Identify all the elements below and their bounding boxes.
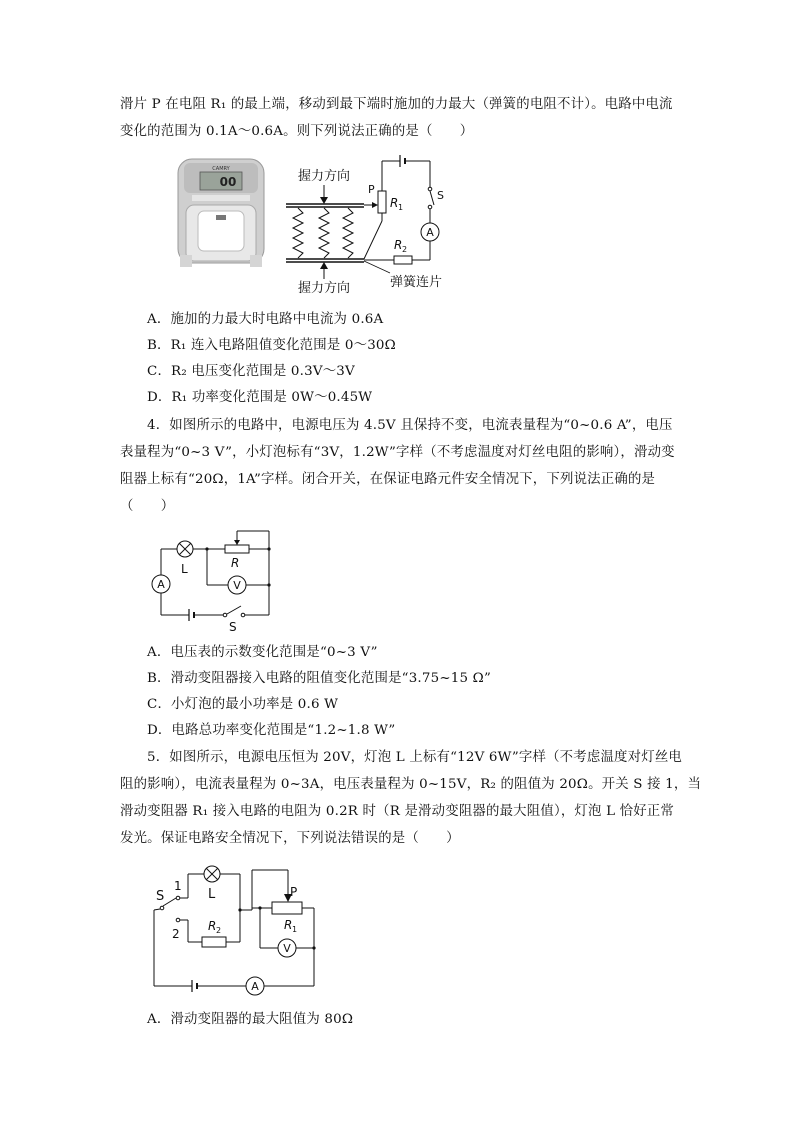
ammeter-label-q4: A <box>157 578 165 591</box>
r2-label-q5: R <box>208 919 217 933</box>
q4-text-line-4: （ ） <box>120 499 175 514</box>
q4-circuit-svg <box>145 525 280 635</box>
spring-connector-label: 弹簧连片 <box>390 275 443 290</box>
q3-figure <box>176 155 476 295</box>
q3-text-line-1: 滑片 P 在电阻 R₁ 的最上端，移动到最下端时施加的力最大（弹簧的电阻不计）。电路中电流 <box>120 97 673 112</box>
q3-option-d: D．R₁ 功率变化范围是 0W～0.45W <box>147 390 373 405</box>
switch-s-label-q5: S <box>156 889 165 904</box>
device-brand: CAMRY <box>212 166 230 172</box>
q5-option-a: A．滑动变阻器的最大阻值为 80Ω <box>147 1012 354 1027</box>
q5-text-line-3: 滑动变阻器 R₁ 接入电路的电阻为 0.2R 时（R 是滑动变阻器的最大阻值），灯泡 L 恰好正常 <box>120 804 674 819</box>
r1-label: R <box>390 196 399 210</box>
q4-option-d: D．电路总功率变化范围是“1.2~1.8 W” <box>147 723 396 738</box>
r2-label: R <box>394 238 403 252</box>
device-display: 00 <box>219 175 237 189</box>
q5-text-line-2: 阻的影响），电流表量程为 0~3A，电压表量程为 0~15V，R₂ 的阻值为 20Ω。开关 S 接 1，当 <box>120 777 702 792</box>
q3-option-c: C．R₂ 电压变化范围是 0.3V～3V <box>147 364 355 379</box>
r1-subscript-q5: 1 <box>292 925 298 934</box>
voltmeter-label: V <box>233 579 241 592</box>
q4-option-b: B．滑动变阻器接入电路的阻值变化范围是“3.75~15 Ω” <box>147 671 491 686</box>
slider-p-label: P <box>368 183 375 196</box>
ammeter-label: A <box>426 226 434 239</box>
ammeter-label-q5: A <box>251 980 259 993</box>
r2-subscript-q5: 2 <box>216 926 222 935</box>
switch-s-label: S <box>437 189 444 202</box>
r2-subscript: 2 <box>402 245 408 254</box>
contact-2-label: 2 <box>172 927 180 941</box>
force-direction-top-label: 握力方向 <box>297 169 351 184</box>
grip-dynamometer-image <box>178 159 264 267</box>
lamp-l-label-q5: L <box>208 887 216 902</box>
lamp-l-label: L <box>181 562 188 576</box>
slider-p-label-q5: P <box>290 885 298 899</box>
q3-text-line-2: 变化的范围为 0.1A～0.6A。则下列说法正确的是（ ） <box>120 124 474 139</box>
rheostat-r-label: R <box>231 556 240 570</box>
q4-option-c: C．小灯泡的最小功率是 0.6 W <box>147 697 339 712</box>
contact-1-label: 1 <box>174 879 182 893</box>
r1-label-q5: R <box>284 918 293 932</box>
q4-text-line-3: 阻器上标有“20Ω，1A”字样。闭合开关，在保证电路元件安全情况下，下列说法正确的是 <box>120 472 656 487</box>
q4-option-a: A．电压表的示数变化范围是“0~3 V” <box>147 645 378 660</box>
q5-text-line-4: 发光。保证电路安全情况下，下列说法错误的是（ ） <box>120 831 460 846</box>
q5-circuit-svg <box>148 858 328 1000</box>
q5-text-line-1: 5．如图所示，电源电压恒为 20V，灯泡 L 上标有“12V 6W”字样（不考虑温度对灯丝电 <box>147 750 682 765</box>
q3-option-a: A．施加的力最大时电路中电流为 0.6A <box>147 312 384 327</box>
r1-subscript: 1 <box>398 203 404 212</box>
q4-text-line-2: 表量程为“0~3 V”，小灯泡标有“3V，1.2W”字样（不考虑温度对灯丝电阻的影响），滑动变 <box>120 445 675 460</box>
switch-s-label-q4: S <box>229 620 237 634</box>
q4-text-line-1: 4．如图所示的电路中，电源电压为 4.5V 且保持不变，电流表量程为“0~0.6 A”，电压 <box>147 418 673 433</box>
q4-circuit-figure <box>145 525 280 635</box>
force-direction-bottom-label: 握力方向 <box>297 281 351 295</box>
q3-option-b: B．R₁ 连入电路阻值变化范围是 0～30Ω <box>147 338 396 353</box>
q3-figure-svg <box>176 155 476 295</box>
q5-circuit-figure <box>148 858 328 1000</box>
voltmeter-label-q5: V <box>283 942 291 955</box>
